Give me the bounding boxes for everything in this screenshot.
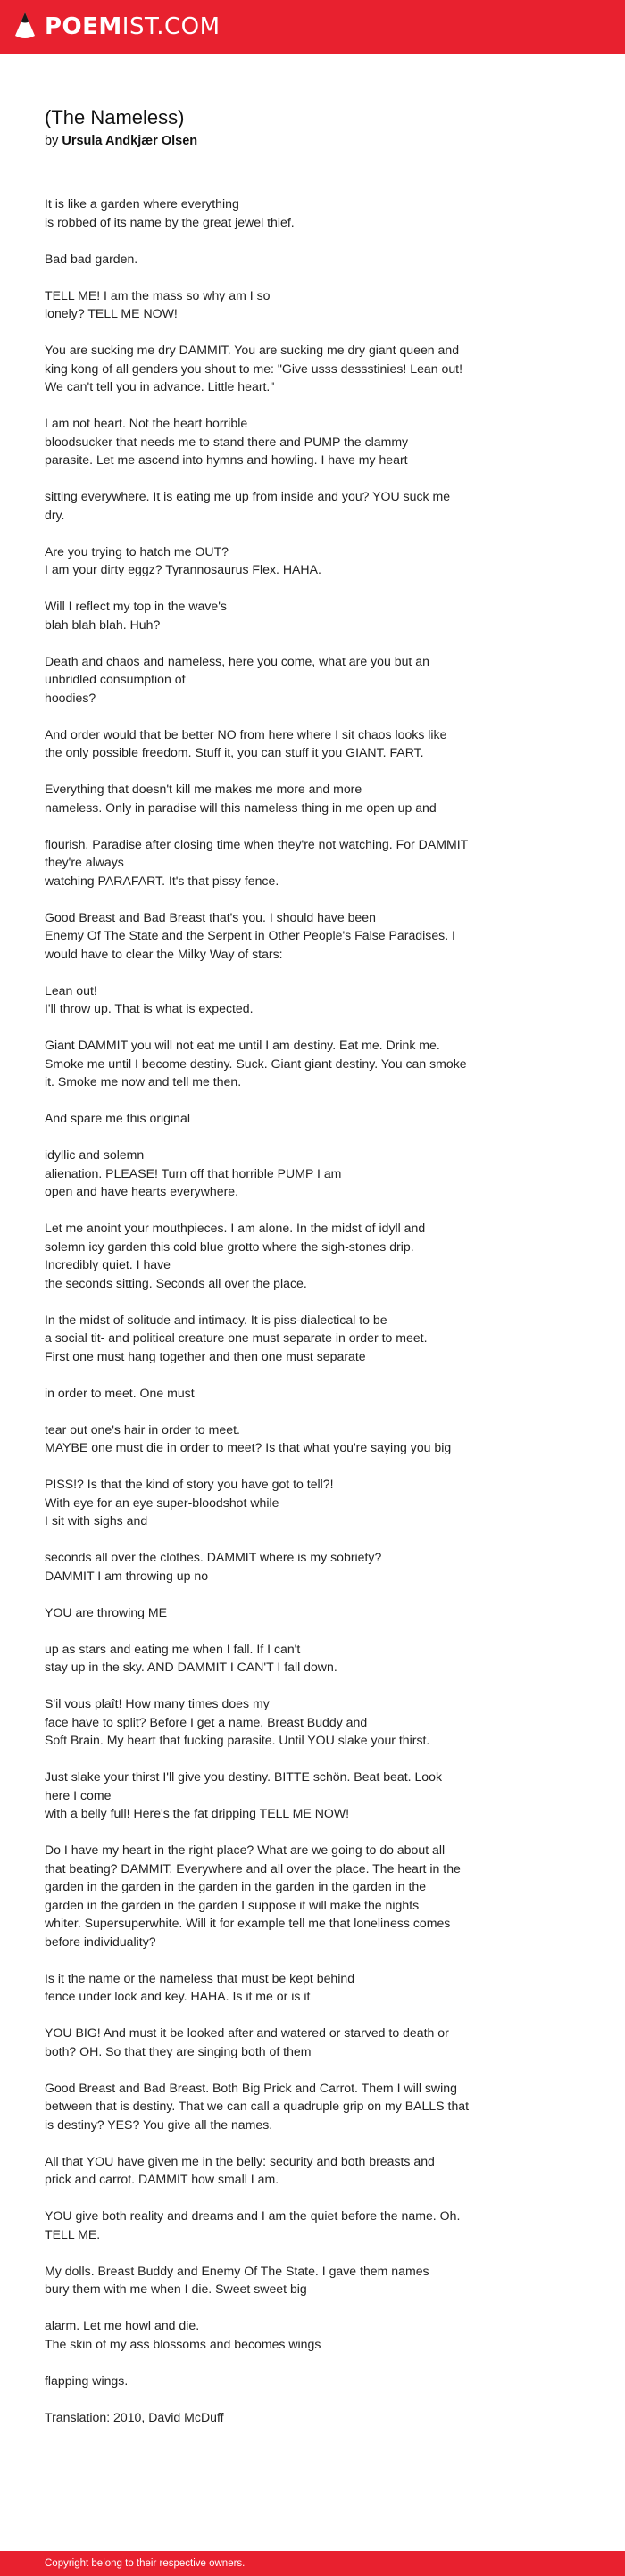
poem-line: Death and chaos and nameless, here you come, what are you but an <box>45 653 429 668</box>
poem-line: before individuality? <box>45 1934 156 1949</box>
poem-line: both? OH. So that they are singing both of them <box>45 2043 312 2058</box>
poem-line: And order would that be better NO from here where I sit chaos looks like <box>45 726 447 741</box>
poem-line: Enemy Of The State and the Serpent in Other People's False Paradises. I <box>45 928 455 942</box>
poem-line: lonely? TELL ME NOW! <box>45 306 178 320</box>
poem-line: unbridled consumption of <box>45 672 186 686</box>
poem-line: nameless. Only in paradise will this nameless thing in me open up and <box>45 799 437 815</box>
poem-line: Will I reflect my top in the wave's <box>45 599 227 613</box>
poem-line: I sit with sighs and <box>45 1513 148 1528</box>
poem-body <box>45 195 545 2426</box>
poem-line: that beating? DAMMIT. Everywhere and all over the place. The heart in the <box>45 1860 461 1876</box>
poem-stanza <box>45 1219 545 1292</box>
poem-line: Let me anoint your mouthpieces. I am alone. In the midst of idyll and <box>45 1221 426 1235</box>
poem-stanza <box>45 1969 545 2006</box>
pencil-tip-icon <box>14 12 36 42</box>
poem-line: solemn icy garden this cold blue grotto where the sigh-stones drip. <box>45 1238 414 1254</box>
poem-line: parasite. Let me ascend into hymns and howling. I have my heart <box>45 452 408 467</box>
poem-line: I'll throw up. That is what is expected. <box>45 1001 254 1015</box>
poem-line: I am your dirty eggz? Tyrannosaurus Flex. HAHA. <box>45 562 321 576</box>
poem-line: Giant DAMMIT you will not eat me until I am destiny. Eat me. Drink me. <box>45 1038 440 1052</box>
poem-line: alarm. Let me howl and die. <box>45 2318 200 2332</box>
poem-stanza <box>45 2408 545 2427</box>
poem-line: YOU BIG! And must it be looked after and watered or starved to death or <box>45 2025 449 2040</box>
poem-stanza <box>45 487 545 524</box>
poem-line: TELL ME. <box>45 2226 101 2241</box>
poem-stanza <box>45 1603 545 1622</box>
poem-line: with a belly full! Here's the fat dripping TELL ME NOW! <box>45 1806 350 1820</box>
poem-stanza <box>45 2316 545 2353</box>
site-header <box>0 0 625 54</box>
poem-line: bury them with me when I die. Sweet sweet big <box>45 2282 307 2296</box>
poem-line: in order to meet. One must <box>45 1385 195 1400</box>
poem-stanza <box>45 1421 545 1457</box>
poem-line: You are sucking me dry DAMMIT. You are sucking me dry giant queen and <box>45 343 460 357</box>
brand-light: IST.COM <box>121 13 221 40</box>
poem-stanza <box>45 1311 545 1366</box>
poem-stanza <box>45 1384 545 1403</box>
poem-stanza <box>45 1694 545 1750</box>
poem-stanza <box>45 195 545 231</box>
poem-line: Bad bad garden. <box>45 251 138 266</box>
poem-stanza <box>45 780 545 816</box>
poem-line: All that YOU have given me in the belly: security and both breasts and <box>45 2153 435 2168</box>
poem-stanza <box>45 1640 545 1677</box>
poem-line: Translation: 2010, David McDuff <box>45 2409 224 2424</box>
site-brand <box>45 12 221 42</box>
poem-line: In the midst of solitude and intimacy. It is piss-dialectical to be <box>45 1312 388 1327</box>
poem-line: First one must hang together and then one must separate <box>45 1348 366 1363</box>
poem-stanza <box>45 2079 545 2134</box>
poem-line: Do I have my heart in the right place? What are we going to do about all <box>45 1843 446 1857</box>
site-footer <box>0 2551 625 2576</box>
poem-line: the seconds sitting. Seconds all over the place. <box>45 1275 307 1290</box>
poem-stanza <box>45 1548 545 1585</box>
poem-stanza <box>45 250 545 269</box>
poem-line: bloodsucker that needs me to stand there and PUMP the clammy <box>45 434 409 449</box>
poem-line: the only possible freedom. Stuff it, you can stuff it you GIANT. FART. <box>45 745 424 759</box>
poem-stanza <box>45 2372 545 2390</box>
poem-line: up as stars and eating me when I fall. If I can't <box>45 1641 301 1656</box>
poem-stanza <box>45 2207 545 2243</box>
poem-line: My dolls. Breast Buddy and Enemy Of The State. I gave them names <box>45 2263 429 2278</box>
poem-stanza <box>45 1768 545 1823</box>
poem-stanza <box>45 341 545 396</box>
poem-line: open and have hearts everywhere. <box>45 1184 239 1198</box>
poem-line: Just slake your thirst I'll give you destiny. BITTE schön. Beat beat. Look <box>45 1769 443 1784</box>
poem-content <box>45 105 545 2445</box>
poem-line: Are you trying to hatch me OUT? <box>45 543 229 559</box>
poem-stanza <box>45 908 545 964</box>
poem-line: Good Breast and Bad Breast. Both Big Prick and Carrot. Them I will swing <box>45 2080 457 2095</box>
poem-line: between that is destiny. That we can call a quadruple grip on my BALLS that <box>45 2099 470 2113</box>
poem-line: watching PARAFART. It's that pissy fence. <box>45 873 279 888</box>
poem-stanza <box>45 414 545 469</box>
poem-stanza <box>45 2152 545 2189</box>
poem-line: it. Smoke me now and tell me then. <box>45 1074 242 1089</box>
poem-stanza <box>45 1475 545 1530</box>
poem-line: whiter. Supersuperwhite. Will it for example tell me that loneliness comes <box>45 1916 451 1930</box>
poem-line: blah blah blah. Huh? <box>45 617 161 632</box>
poem-line: hoodies? <box>45 690 96 705</box>
poem-line: TELL ME! I am the mass so why am I so <box>45 287 271 302</box>
poem-line: Is it the name or the nameless that must be kept behind <box>45 1970 355 1985</box>
poem-line: sitting everywhere. It is eating me up from inside and you? YOU suck me <box>45 489 451 503</box>
poem-line: S'il vous plaît! How many times does my <box>45 1696 270 1710</box>
poem-line: is robbed of its name by the great jewel thief. <box>45 214 295 229</box>
site-logo[interactable] <box>14 12 221 42</box>
poem-stanza <box>45 543 545 579</box>
poem-stanza <box>45 1841 545 1951</box>
byline-prefix: by <box>45 134 59 148</box>
poem-line: Smoke me until I become destiny. Suck. Giant giant destiny. You can smoke <box>45 1056 467 1071</box>
poem-line: garden in the garden in the garden I suppose it will make the nights <box>45 1897 420 1912</box>
poem-line: seconds all over the clothes. DAMMIT where is my sobriety? <box>45 1550 382 1564</box>
poem-line: would have to clear the Milky Way of stars: <box>45 946 283 961</box>
poem-stanza <box>45 1146 545 1201</box>
poem-line: It is like a garden where everything <box>45 196 239 211</box>
poem-line: And spare me this original <box>45 1111 190 1125</box>
poem-line: they're always <box>45 855 124 869</box>
poem-stanza <box>45 835 545 890</box>
poem-line: MAYBE one must die in order to meet? Is that what you're saying you big <box>45 1440 452 1454</box>
poem-line: I am not heart. Not the heart horrible <box>45 416 248 430</box>
poem-stanza <box>45 1109 545 1128</box>
poem-line: alienation. PLEASE! Turn off that horrible PUMP I am <box>45 1165 342 1180</box>
poem-line: tear out one's hair in order to meet. <box>45 1421 240 1437</box>
poem-line: PISS!? Is that the kind of story you have got to tell?! <box>45 1477 334 1491</box>
author-link[interactable]: Ursula Andkjær Olsen <box>62 134 198 148</box>
poem-line: face have to split? Before I get a name. Breast Buddy and <box>45 1714 368 1729</box>
poem-stanza <box>45 652 545 708</box>
poem-line: a social tit- and political creature one must separate in order to meet. <box>45 1330 428 1345</box>
byline <box>45 132 545 150</box>
poem-line: garden in the garden in the garden in the garden in the garden in the <box>45 1879 427 1893</box>
poem-stanza <box>45 597 545 634</box>
poem-stanza <box>45 725 545 762</box>
poem-line: prick and carrot. DAMMIT how small I am. <box>45 2172 279 2186</box>
poem-line: dry. <box>45 507 65 522</box>
poem-line: stay up in the sky. AND DAMMIT I CAN'T I fall down. <box>45 1660 338 1674</box>
poem-line: flourish. Paradise after closing time when they're not watching. For DAMMIT <box>45 836 469 851</box>
poem-stanza <box>45 1036 545 1091</box>
poem-line: YOU are throwing ME <box>45 1604 168 1619</box>
brand-bold: POEM <box>45 13 122 40</box>
poem-line: Good Breast and Bad Breast that's you. I should have been <box>45 909 376 924</box>
poem-line: Soft Brain. My heart that fucking parasite. Until YOU slake your thirst. <box>45 1733 430 1747</box>
poem-stanza <box>45 2262 545 2299</box>
poem-stanza <box>45 2024 545 2060</box>
poem-line: fence under lock and key. HAHA. Is it me or is it <box>45 1989 311 2003</box>
poem-stanza <box>45 982 545 1018</box>
poem-line: Incredibly quiet. I have <box>45 1257 171 1271</box>
poem-line: YOU give both reality and dreams and I am the quiet before the name. Oh. <box>45 2208 461 2223</box>
poem-line: here I come <box>45 1787 112 1802</box>
poem-line: is destiny? YES? You give all the names. <box>45 2116 273 2132</box>
poem-title: (The Nameless) <box>45 106 185 128</box>
copyright-text: Copyright belong to their respective owners. <box>45 2558 246 2569</box>
poem-line: DAMMIT I am throwing up no <box>45 1568 209 1583</box>
poem-stanza <box>45 286 545 323</box>
poem-line: We can't tell you in advance. Little heart." <box>45 379 275 393</box>
poem-line: king kong of all genders you shout to me: "Give usss dessstinies! Lean out! <box>45 360 463 376</box>
poem-line: Lean out! <box>45 982 97 998</box>
poem-line: The skin of my ass blossoms and becomes wings <box>45 2336 321 2351</box>
poem-line: idyllic and solemn <box>45 1147 145 1162</box>
poem-line: flapping wings. <box>45 2373 129 2388</box>
poem-line: With eye for an eye super-bloodshot while <box>45 1495 279 1510</box>
poem-line: Everything that doesn't kill me makes me more and more <box>45 782 362 796</box>
